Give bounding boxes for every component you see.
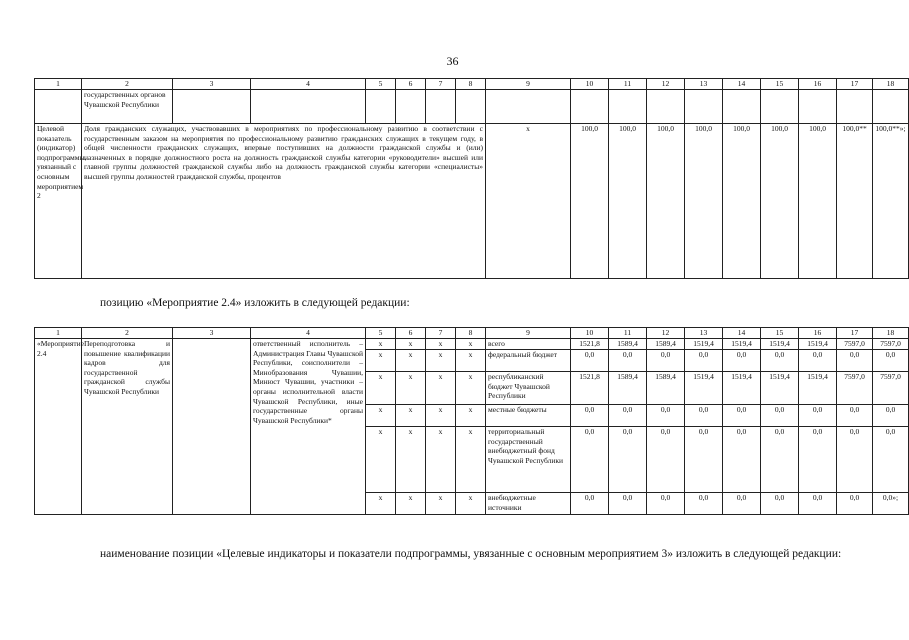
funding-value: 0,0 xyxy=(799,405,837,427)
indicator-value: 100,0 xyxy=(685,124,723,279)
column-header: 16 xyxy=(799,328,837,339)
funding-value: 0,0 xyxy=(571,350,609,372)
funding-value: 0,0 xyxy=(761,405,799,427)
column-header: 18 xyxy=(873,79,909,90)
column-header: 14 xyxy=(723,328,761,339)
funding-value: 1519,4 xyxy=(761,339,799,350)
code-cell: x xyxy=(396,405,426,427)
funding-source: федеральный бюджет xyxy=(486,350,571,372)
code-cell: x xyxy=(426,405,456,427)
funding-value: 1589,4 xyxy=(609,339,647,350)
code-cell: x xyxy=(366,372,396,405)
funding-value: 1519,4 xyxy=(723,372,761,405)
funding-value: 0,0 xyxy=(873,427,909,493)
funding-value: 1519,4 xyxy=(761,372,799,405)
page-number: 36 xyxy=(446,54,459,68)
indicator-text: Доля гражданских служащих, участвовавших в мероприятиях по профессиональному развитию в соответствии с государственным заказом на мероприятия по профессиональному развитию гражданских служащих в текущем году, в общей численности гражданских служащих, впервые поступивших на должности гражданской службы и (или) назначенных в порядке должностного роста на должность гражданской службы категории «руководители» высшей или главной группы должностей гражданской службы либо на должность гражданской службы категории «специалисты» высшей группы должностей гражданской службы, процентов xyxy=(82,124,486,279)
column-header: 6 xyxy=(396,328,426,339)
column-header: 17 xyxy=(837,79,873,90)
funding-value: 0,0 xyxy=(761,427,799,493)
column-header: 12 xyxy=(647,79,685,90)
code-cell: x xyxy=(396,493,426,515)
funding-value: 1519,4 xyxy=(685,372,723,405)
column-header: 17 xyxy=(837,328,873,339)
code-cell: x xyxy=(366,339,396,350)
indicator-value: 100,0** xyxy=(837,124,873,279)
column-header: 4 xyxy=(251,79,366,90)
funding-source: всего xyxy=(486,339,571,350)
funding-value: 0,0 xyxy=(609,493,647,515)
indicator-table xyxy=(34,78,909,279)
funding-value: 0,0 xyxy=(837,493,873,515)
funding-value: 0,0 xyxy=(685,350,723,372)
funding-value: 7597,0 xyxy=(873,372,909,405)
column-header: 15 xyxy=(761,328,799,339)
column-header: 10 xyxy=(571,328,609,339)
funding-value: 0,0 xyxy=(685,427,723,493)
funding-value: 0,0»; xyxy=(873,493,909,515)
code-cell: x xyxy=(426,350,456,372)
code-cell: x xyxy=(426,339,456,350)
column-header: 1 xyxy=(35,79,82,90)
funding-value: 1589,4 xyxy=(647,339,685,350)
funding-value: 0,0 xyxy=(837,350,873,372)
funding-source: местные бюджеты xyxy=(486,405,571,427)
column-header-row xyxy=(35,328,909,339)
funding-value: 0,0 xyxy=(571,493,609,515)
column-header: 15 xyxy=(761,79,799,90)
table-row xyxy=(35,90,909,124)
funding-value: 0,0 xyxy=(799,427,837,493)
funding-value: 0,0 xyxy=(685,405,723,427)
funding-value: 0,0 xyxy=(799,350,837,372)
funding-value: 1521,8 xyxy=(571,339,609,350)
column-header: 16 xyxy=(799,79,837,90)
funding-value: 0,0 xyxy=(837,405,873,427)
funding-value: 7597,0 xyxy=(873,339,909,350)
indicator-value: 100,0 xyxy=(647,124,685,279)
funding-source: территориальный государственный внебюджетный фонд Чувашской Республики xyxy=(486,427,571,493)
funding-value: 0,0 xyxy=(647,350,685,372)
column-header: 13 xyxy=(685,79,723,90)
funding-value: 0,0 xyxy=(723,493,761,515)
funding-value: 0,0 xyxy=(799,493,837,515)
funding-value: 1519,4 xyxy=(685,339,723,350)
indicator-col9: x xyxy=(486,124,571,279)
funding-value: 1519,4 xyxy=(799,339,837,350)
activity-name: Переподготовка и повышение квалификации кадров для государственной гражданской службы Чувашской Республики xyxy=(82,339,173,515)
code-cell: x xyxy=(396,427,426,493)
column-header: 8 xyxy=(456,328,486,339)
funding-value: 1589,4 xyxy=(647,372,685,405)
funding-value: 0,0 xyxy=(609,405,647,427)
code-cell: x xyxy=(366,405,396,427)
code-cell: x xyxy=(456,372,486,405)
code-cell: x xyxy=(426,493,456,515)
indicator-value: 100,0**»; xyxy=(873,124,909,279)
funding-value: 0,0 xyxy=(761,350,799,372)
funding-value: 1519,4 xyxy=(723,339,761,350)
activity-number: «Мероприятие 2.4 xyxy=(35,339,82,515)
indicator-value: 100,0 xyxy=(799,124,837,279)
funding-row xyxy=(35,339,909,350)
code-cell: x xyxy=(366,493,396,515)
column-header: 2 xyxy=(82,328,173,339)
code-cell: x xyxy=(366,427,396,493)
column-header: 4 xyxy=(251,328,366,339)
funding-value: 1589,4 xyxy=(609,372,647,405)
column-header: 8 xyxy=(456,79,486,90)
code-cell: x xyxy=(396,350,426,372)
column-header: 13 xyxy=(685,328,723,339)
indicator-row xyxy=(35,124,909,279)
column-header: 1 xyxy=(35,328,82,339)
instruction-text-1: позицию «Мероприятие 2.4» изложить в следующей редакции: xyxy=(100,297,410,309)
funding-value: 0,0 xyxy=(609,427,647,493)
code-cell: x xyxy=(456,350,486,372)
funding-value: 7597,0 xyxy=(837,339,873,350)
funding-source: республиканский бюджет Чувашской Республики xyxy=(486,372,571,405)
indicator-value: 100,0 xyxy=(761,124,799,279)
funding-value: 0,0 xyxy=(647,405,685,427)
column-header: 3 xyxy=(173,328,251,339)
column-header: 7 xyxy=(426,79,456,90)
column-header-row xyxy=(35,79,909,90)
column-header: 12 xyxy=(647,328,685,339)
indicator-value: 100,0 xyxy=(609,124,647,279)
funding-value: 0,0 xyxy=(647,427,685,493)
column-header: 18 xyxy=(873,328,909,339)
activity-table xyxy=(34,327,909,515)
column-header: 2 xyxy=(82,79,173,90)
code-cell: x xyxy=(396,372,426,405)
indicator-value: 100,0 xyxy=(571,124,609,279)
funding-value: 0,0 xyxy=(647,493,685,515)
activity-col3 xyxy=(173,339,251,515)
code-cell: x xyxy=(366,350,396,372)
code-cell: x xyxy=(426,427,456,493)
code-cell: x xyxy=(456,405,486,427)
indicator-label: Целевой показатель (индикатор) подпрограммы, увязанный с основным мероприятием 2 xyxy=(35,124,82,279)
funding-value: 0,0 xyxy=(571,405,609,427)
column-header: 9 xyxy=(486,79,571,90)
column-header: 10 xyxy=(571,79,609,90)
code-cell: x xyxy=(456,493,486,515)
funding-value: 0,0 xyxy=(723,405,761,427)
funding-value: 0,0 xyxy=(873,405,909,427)
code-cell: x xyxy=(396,339,426,350)
funding-value: 0,0 xyxy=(723,350,761,372)
column-header: 14 xyxy=(723,79,761,90)
code-cell: x xyxy=(456,427,486,493)
funding-value: 0,0 xyxy=(837,427,873,493)
funding-value: 0,0 xyxy=(685,493,723,515)
column-header: 11 xyxy=(609,328,647,339)
activity-executors: ответственный исполнитель – Администрация Главы Чувашской Республики, соисполнители – Минобразования Чувашии, Минюст Чувашии, участники – органы исполнительной власти Чувашской Республики, иные государственные органы Чувашской Республики* xyxy=(251,339,366,515)
funding-value: 0,0 xyxy=(873,350,909,372)
funding-value: 7597,0 xyxy=(837,372,873,405)
indicator-value: 100,0 xyxy=(723,124,761,279)
code-cell: x xyxy=(426,372,456,405)
funding-value: 1521,8 xyxy=(571,372,609,405)
column-header: 3 xyxy=(173,79,251,90)
funding-value: 0,0 xyxy=(609,350,647,372)
instruction-text-2: наименование позиции «Целевые индикаторы и показатели подпрограммы, увязанные с основным мероприятием 3» изложить в следующей редакции: xyxy=(100,548,842,560)
funding-source: внебюджетные источники xyxy=(486,493,571,515)
continued-cell: государственных органов Чувашской Республики xyxy=(82,90,173,124)
funding-value: 0,0 xyxy=(723,427,761,493)
code-cell: x xyxy=(456,339,486,350)
column-header: 9 xyxy=(486,328,571,339)
funding-value: 1519,4 xyxy=(799,372,837,405)
funding-value: 0,0 xyxy=(761,493,799,515)
column-header: 6 xyxy=(396,79,426,90)
column-header: 5 xyxy=(366,79,396,90)
column-header: 5 xyxy=(366,328,396,339)
funding-value: 0,0 xyxy=(571,427,609,493)
column-header: 7 xyxy=(426,328,456,339)
column-header: 11 xyxy=(609,79,647,90)
